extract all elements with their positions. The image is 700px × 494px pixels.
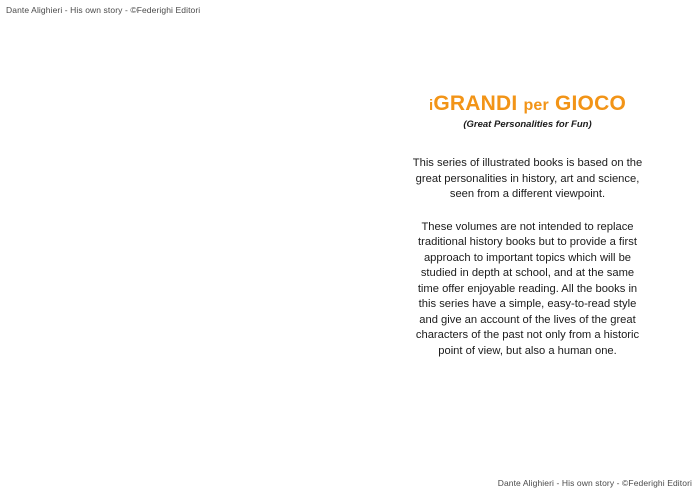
body-paragraph-2: These volumes are not intended to replace traditional history books but to provide a first approach to important topics which will be studied in depth at school, and at the same time offer enjoyable reading. All the books in this series have a simple, easy-to-read style and give an account of the lives of the great characters of the past not only from a historic point of view, but also a human one. <box>415 220 640 357</box>
series-title-article: i <box>428 97 434 114</box>
body-paragraph-1: This series of illustrated books is based on the great personalities in history, art and science, seen from a different viewpoint. <box>412 157 643 201</box>
series-title-gioco: GIOCO <box>554 92 626 115</box>
footer-credit-line: Dante Alighieri - His own story - ©Federighi Editori <box>497 478 692 488</box>
series-title-grandi: GRANDI <box>433 92 518 115</box>
header-credit-line: Dante Alighieri - His own story - ©Federighi Editori <box>6 5 201 15</box>
series-subtitle: (Great Personalities for Fun) <box>463 119 592 131</box>
series-title <box>410 92 645 115</box>
content-block <box>410 92 645 359</box>
series-title-per: per <box>523 97 549 114</box>
